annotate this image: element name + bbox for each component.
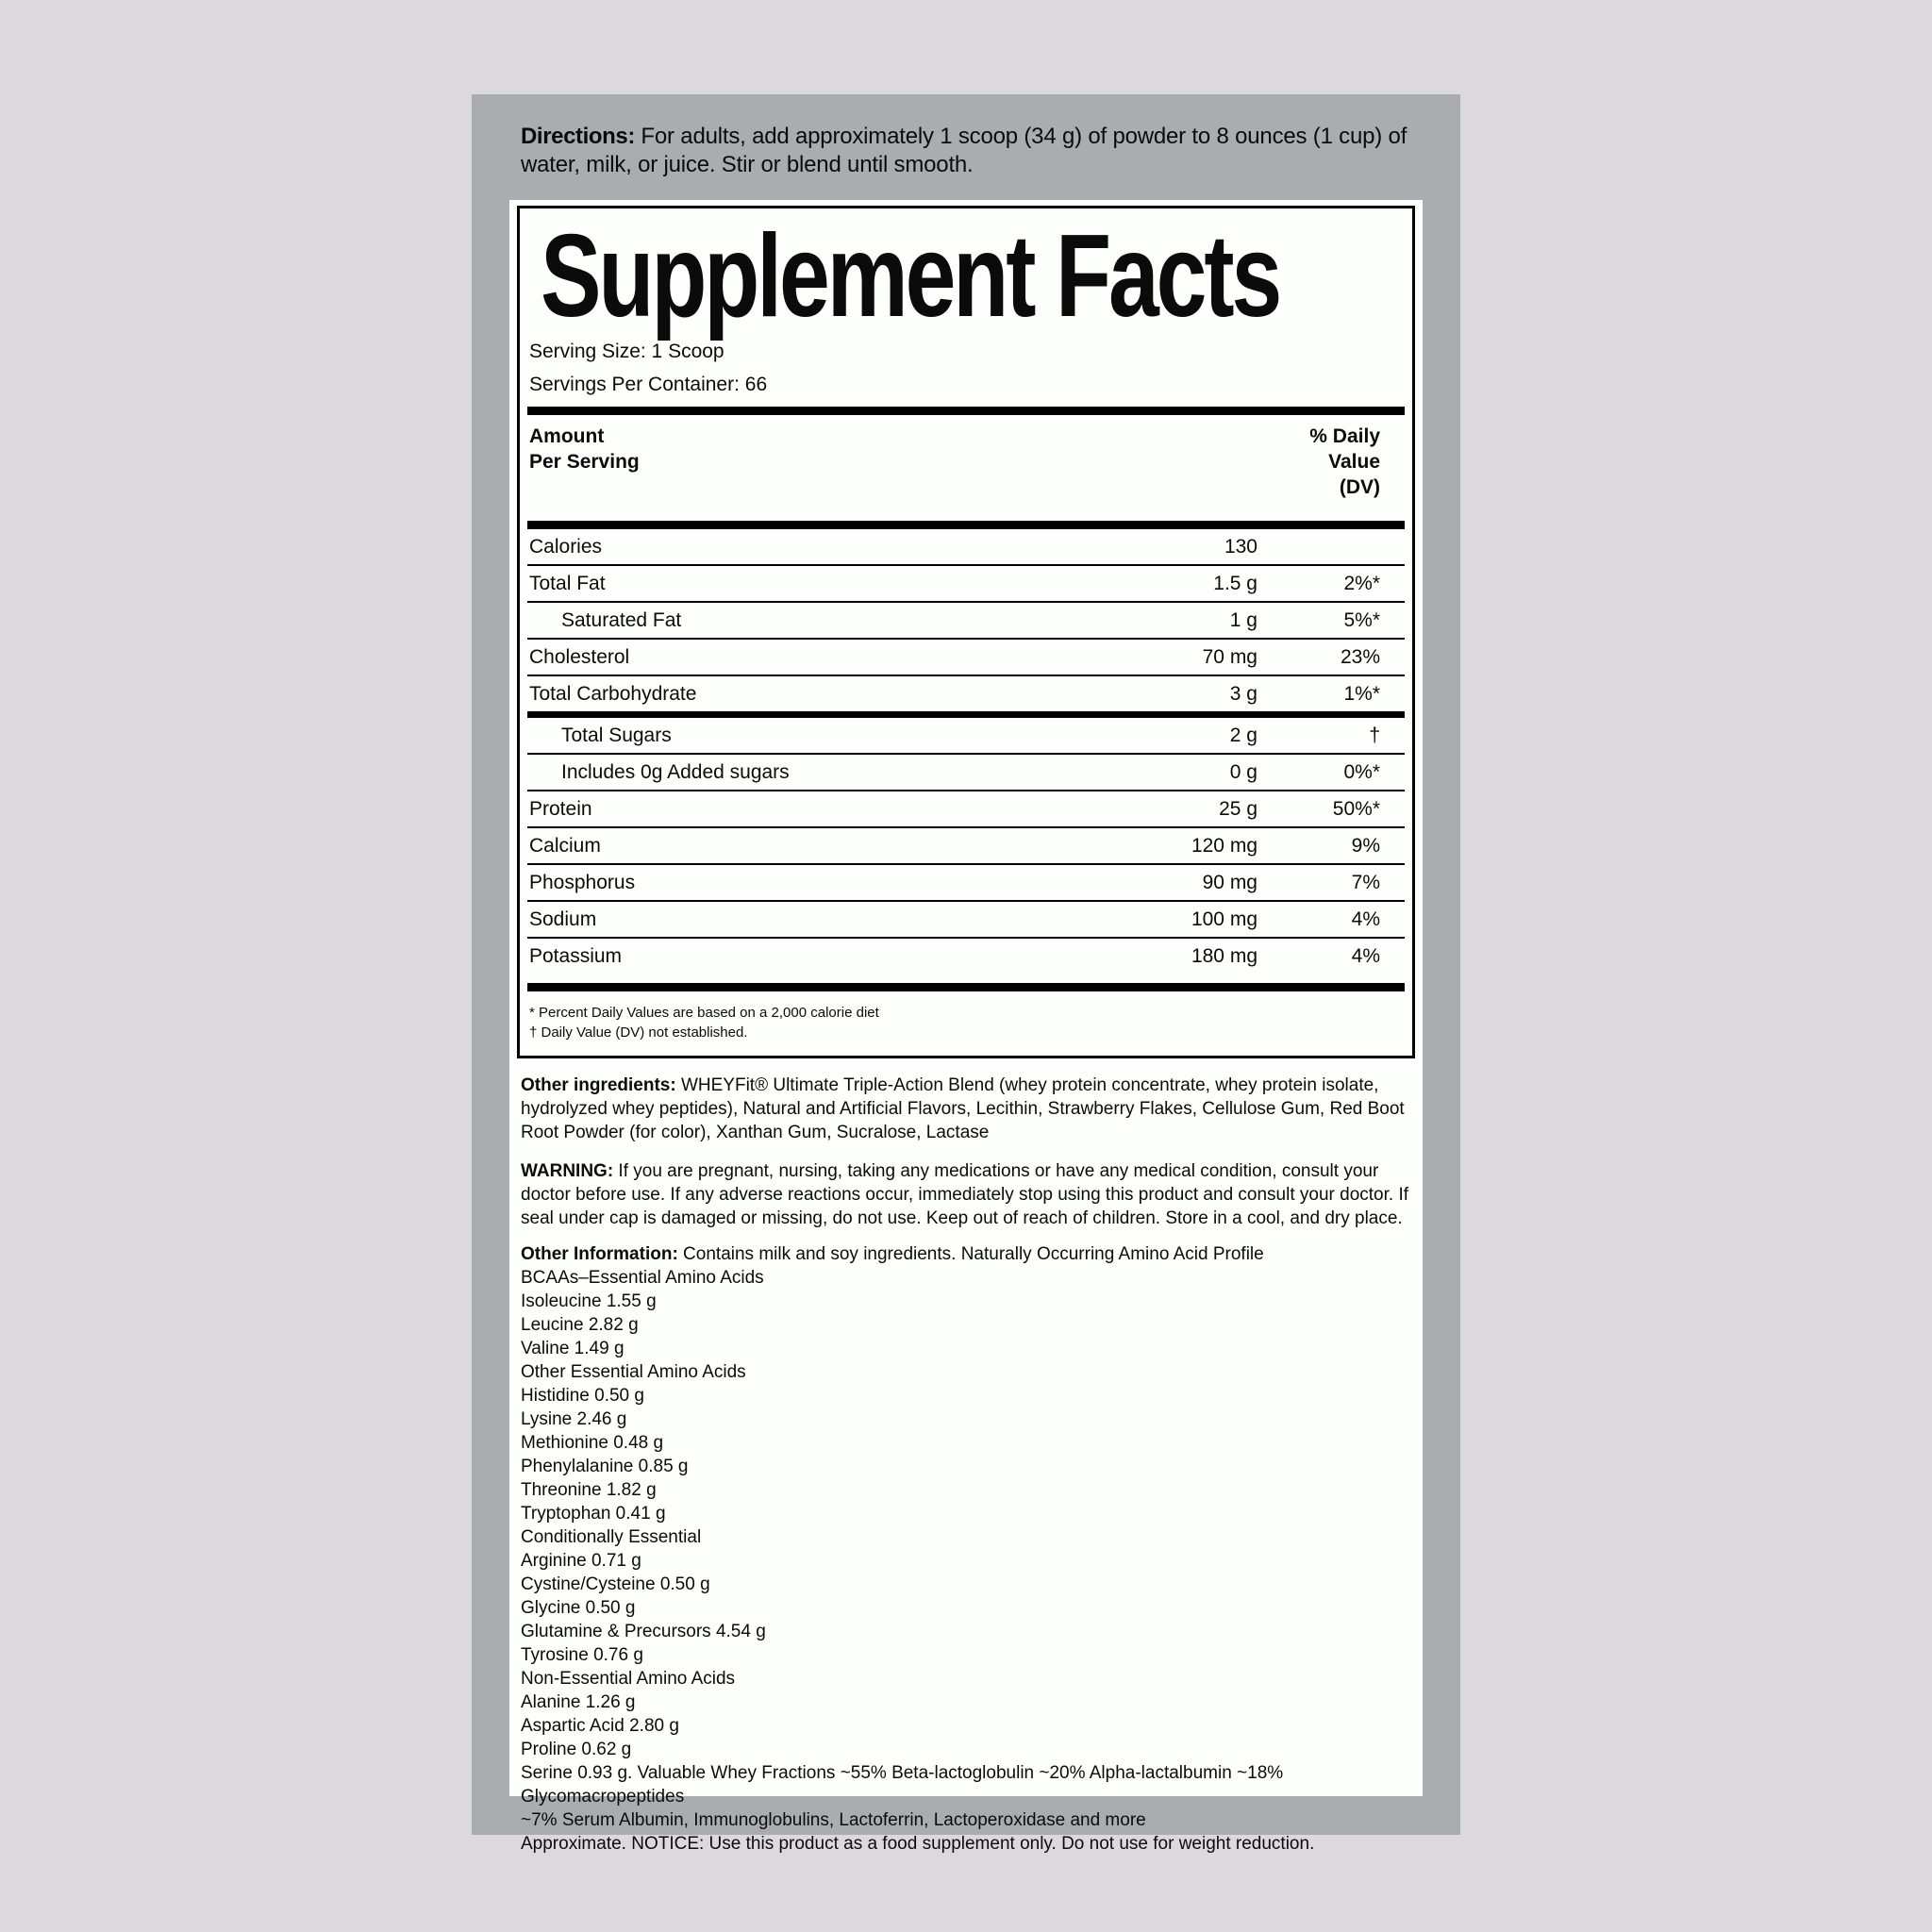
nutrient-dv: 7%	[1351, 872, 1380, 893]
nutrient-amount: 130	[1224, 536, 1257, 558]
nutrient-amount: 0 g	[1229, 761, 1257, 783]
amino-profile-line: Serine 0.93 g. Valuable Whey Fractions ~55% Beta-lactoglobulin ~20% Alpha-lactalbumin ~18% Glycomacropeptides	[521, 1763, 1284, 1807]
nutrient-dv: †	[1369, 724, 1380, 746]
nutrient-name: Total Fat	[529, 573, 606, 594]
nutrient-amount: 100 mg	[1191, 908, 1257, 930]
nutrient-dv: 9%	[1351, 835, 1380, 857]
other-ingredients-text: WHEYFit® Ultimate Triple-Action Blend (whey protein concentrate, whey protein isolate, hydrolyzed whey peptides), Natural and Artificial Flavors, Lecithin, Strawberry Flakes, Cellulose Gum, Red Boot Root Powder (for color), Xanthan Gum, Sucralose, Lactase	[521, 1075, 1405, 1142]
nutrient-amount: 1.5 g	[1213, 573, 1257, 594]
directions-text: For adults, add approximately 1 scoop (34 g) of powder to 8 ounces (1 cup) of water, milk, or juice. Stir or blend until smooth.	[521, 124, 1407, 177]
label-white-area	[509, 200, 1423, 1854]
amino-profile-line: Approximate. NOTICE: Use this product as a food supplement only. Do not use for weight reduction.	[521, 1834, 1315, 1854]
amino-profile-line: Proline 0.62 g	[521, 1740, 632, 1759]
amino-profile-line: Tyrosine 0.76 g	[521, 1645, 643, 1665]
servings-per-container-line: Servings Per Container: 66	[529, 374, 768, 395]
nutrient-row-cholesterol	[527, 638, 1405, 675]
amino-profile-line: Other Essential Amino Acids	[521, 1362, 746, 1382]
amino-profile-line: ~7% Serum Albumin, Immunoglobulins, Lactoferrin, Lactoperoxidase and more	[521, 1810, 1146, 1830]
amino-profile-line: Cystine/Cysteine 0.50 g	[521, 1574, 710, 1594]
label-panel	[472, 94, 1460, 1854]
other-information-label: Other Information:	[521, 1244, 678, 1264]
table-header-row	[527, 415, 1405, 511]
amino-profile-line: Glutamine & Precursors 4.54 g	[521, 1622, 766, 1641]
amount-per-serving-header	[529, 424, 640, 500]
supplement-facts-title: Supplement Facts	[541, 211, 1280, 341]
nutrient-name: Sodium	[529, 908, 597, 930]
amino-profile-line: Non-Essential Amino Acids	[521, 1669, 736, 1689]
nutrient-row-total-carbohydrate	[527, 675, 1405, 711]
nutrient-row-includes-0g-added-sugars	[527, 753, 1405, 790]
daily-value-header	[1309, 424, 1380, 500]
amount-header-line1: Amount	[529, 425, 605, 447]
amino-profile-line: Lysine 2.46 g	[521, 1409, 627, 1429]
nutrient-dv: 23%	[1340, 646, 1380, 668]
nutrient-dv: 1%*	[1343, 683, 1380, 705]
directions-paragraph	[521, 123, 1411, 179]
amino-profile-line: Histidine 0.50 g	[521, 1386, 644, 1406]
nutrient-row-calcium	[527, 826, 1405, 863]
nutrient-name: Cholesterol	[529, 646, 630, 668]
footnote-percent-dv: * Percent Daily Values are based on a 2,000 calorie diet	[529, 1005, 879, 1021]
warning-label: WARNING:	[521, 1161, 614, 1181]
nutrient-dv: 50%*	[1332, 798, 1380, 820]
nutrient-row-saturated-fat	[527, 601, 1405, 638]
other-ingredients-label: Other ingredients:	[521, 1075, 676, 1095]
nutrient-name: Total Carbohydrate	[529, 683, 697, 705]
nutrient-name: Includes 0g Added sugars	[561, 761, 790, 783]
amino-profile-line: Aspartic Acid 2.80 g	[521, 1716, 679, 1736]
nutrient-dv: 2%*	[1343, 573, 1380, 594]
nutrient-dv	[1257, 534, 1380, 559]
nutrient-amount: 3 g	[1229, 683, 1257, 705]
amino-profile-line: Glycine 0.50 g	[521, 1598, 636, 1618]
nutrient-row-total-fat	[527, 564, 1405, 601]
nutrient-dv: 4%	[1351, 945, 1380, 967]
amount-header-line2: Per Serving	[529, 451, 640, 473]
nutrient-amount: 70 mg	[1202, 646, 1257, 668]
thick-divider-top	[527, 407, 1405, 415]
nutrient-row-protein	[527, 790, 1405, 826]
nutrient-row-phosphorus	[527, 863, 1405, 900]
thick-divider-header	[527, 521, 1405, 529]
nutrient-amount: 120 mg	[1191, 835, 1257, 857]
other-information-block	[521, 1242, 1413, 1856]
nutrient-name: Protein	[529, 798, 592, 820]
nutrient-row-potassium	[527, 937, 1405, 974]
nutrient-name: Total Sugars	[561, 724, 672, 746]
footnote-dv-not-established: † Daily Value (DV) not established.	[529, 1024, 748, 1041]
warning-text: If you are pregnant, nursing, taking any medications or have any medical condition, consult your doctor before use. If any adverse reactions occur, immediately stop using this product and consult your doctor. If seal under cap is damaged or missing, do not use. Keep out of reach of children. Store in a cool, and dry place.	[521, 1161, 1409, 1228]
nutrient-amount: 1 g	[1229, 609, 1257, 631]
nutrient-row-calories	[527, 529, 1405, 564]
nutrient-amount: 2 g	[1229, 724, 1257, 746]
amino-profile-line: BCAAs–Essential Amino Acids	[521, 1268, 764, 1288]
nutrient-amount: 25 g	[1219, 798, 1257, 820]
other-ingredients-paragraph	[521, 1074, 1413, 1144]
footnotes	[527, 991, 1405, 1056]
nutrient-name: Calories	[529, 536, 603, 558]
nutrient-dv: 0%*	[1343, 761, 1380, 783]
nutrient-dv: 5%*	[1343, 609, 1380, 631]
amino-profile-line: Tryptophan 0.41 g	[521, 1504, 666, 1524]
dv-header-line2: Value	[1328, 451, 1380, 473]
thick-divider-bottom	[527, 983, 1405, 991]
nutrient-amount: 90 mg	[1202, 872, 1257, 893]
supplement-facts-box	[517, 206, 1415, 1058]
directions-label: Directions:	[521, 124, 635, 149]
other-information-lead-text: Contains milk and soy ingredients. Naturally Occurring Amino Acid Profile	[677, 1244, 1264, 1264]
amino-profile-line: Isoleucine 1.55 g	[521, 1291, 657, 1311]
amino-acid-profile	[521, 1266, 1413, 1856]
amino-profile-line: Alanine 1.26 g	[521, 1692, 636, 1712]
other-information-lead	[521, 1242, 1413, 1266]
nutrient-row-total-sugars	[527, 711, 1405, 753]
amino-profile-line: Phenylalanine 0.85 g	[521, 1457, 689, 1476]
warning-paragraph	[521, 1159, 1413, 1230]
nutrient-name: Potassium	[529, 945, 623, 967]
amino-profile-line: Threonine 1.82 g	[521, 1480, 657, 1500]
nutrient-name: Calcium	[529, 835, 601, 857]
dv-header-line3: (DV)	[1339, 476, 1380, 498]
nutrient-table	[527, 529, 1405, 974]
amino-profile-line: Methionine 0.48 g	[521, 1433, 664, 1453]
amino-profile-line: Leucine 2.82 g	[521, 1315, 639, 1335]
nutrient-name: Saturated Fat	[561, 609, 682, 631]
nutrient-amount: 180 mg	[1191, 945, 1257, 967]
amino-profile-line: Valine 1.49 g	[521, 1339, 625, 1358]
nutrient-name: Phosphorus	[529, 872, 636, 893]
serving-size-line: Serving Size: 1 Scoop	[529, 341, 724, 362]
dv-header-line1: % Daily	[1309, 425, 1380, 447]
nutrient-dv: 4%	[1351, 908, 1380, 930]
amino-profile-line: Arginine 0.71 g	[521, 1551, 641, 1571]
amino-profile-line: Conditionally Essential	[521, 1527, 702, 1547]
nutrient-row-sodium	[527, 900, 1405, 937]
